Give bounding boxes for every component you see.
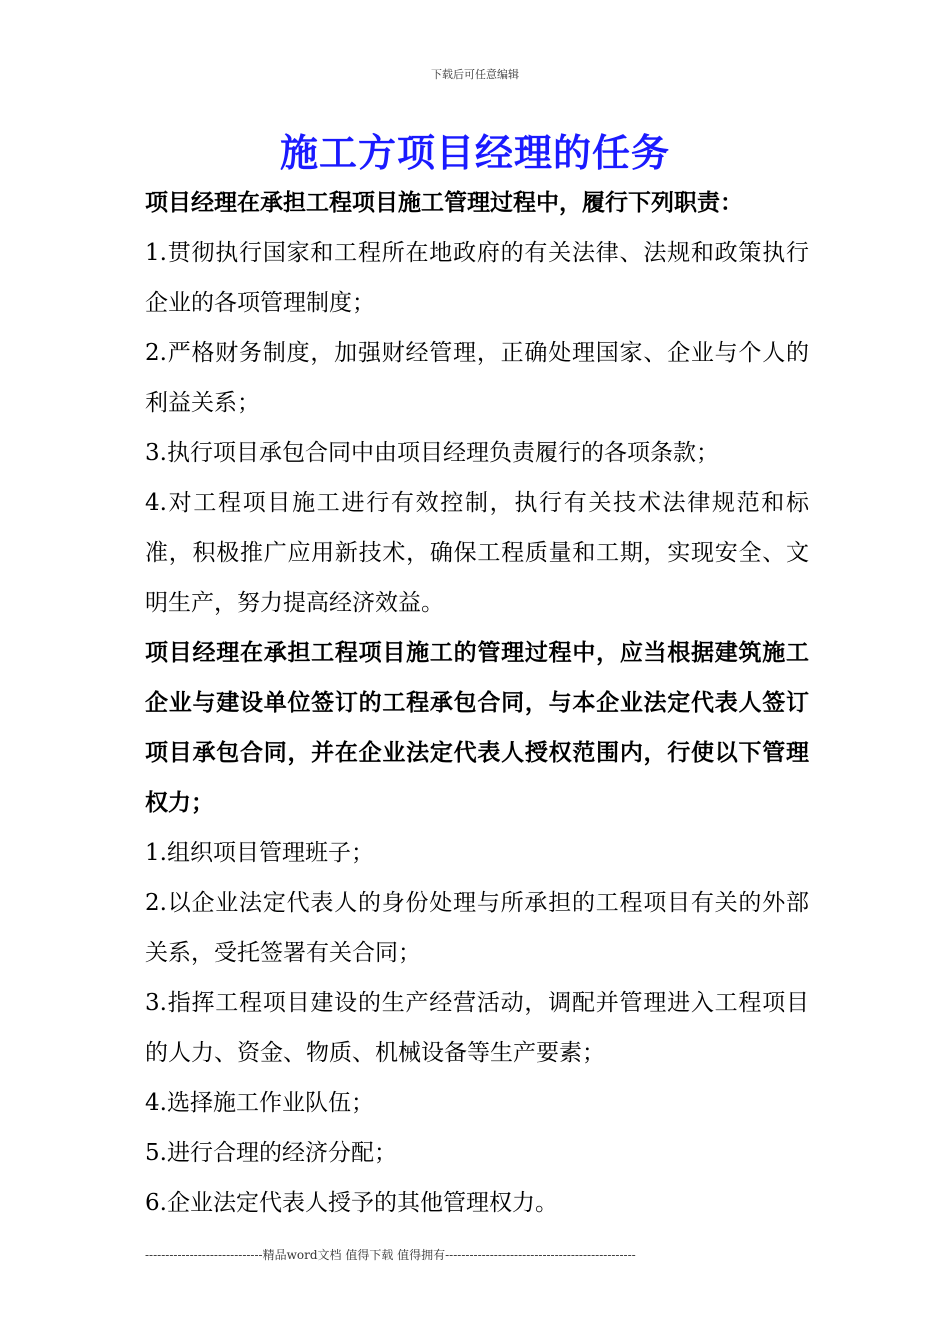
header-note: 下载后可任意编辑 xyxy=(431,68,519,81)
paragraph: 6.企业法定代表人授予的其他管理权力。 xyxy=(145,1190,558,1216)
paragraph: 2.严格财务制度，加强财经管理，正确处理国家、企业与个人的利益关系； xyxy=(145,340,809,416)
paragraph: 4.选择施工作业队伍； xyxy=(145,1090,374,1116)
paragraph: 3.指挥工程项目建设的生产经营活动，调配并管理进入工程项目的人力、资金、物质、机械设备等生产要素； xyxy=(145,990,809,1066)
paragraph: 3.执行项目承包合同中由项目经理负责履行的各项条款； xyxy=(145,440,719,466)
paragraph: 1.组织项目管理班子； xyxy=(145,840,374,866)
paragraph: 项目经理在承担工程项目施工管理过程中，履行下列职责： xyxy=(145,189,743,216)
paragraph: 5.进行合理的经济分配； xyxy=(145,1140,397,1166)
paragraph: 1.贯彻执行国家和工程所在地政府的有关法律、法规和政策执行企业的各项管理制度； xyxy=(145,240,809,316)
footer-note: -----------------------------精品word文档 值得下载 值得拥有----------------------------------------------- xyxy=(145,1248,636,1262)
document-title: 施工方项目经理的任务 xyxy=(279,130,670,175)
paragraph: 4.对工程项目施工进行有效控制，执行有关技术法律规范和标准，积极推广应用新技术，确保工程质量和工期，实现安全、文明生产，努力提高经济效益。 xyxy=(145,490,809,616)
paragraph: 项目经理在承担工程项目施工的管理过程中，应当根据建筑施工企业与建设单位签订的工程承包合同，与本企业法定代表人签订项目承包合同，并在企业法定代表人授权范围内，行使以下管理权力； xyxy=(145,639,809,816)
paragraph: 2.以企业法定代表人的身份处理与所承担的工程项目有关的外部关系，受托签署有关合同； xyxy=(145,890,809,966)
document-body xyxy=(145,178,809,1228)
